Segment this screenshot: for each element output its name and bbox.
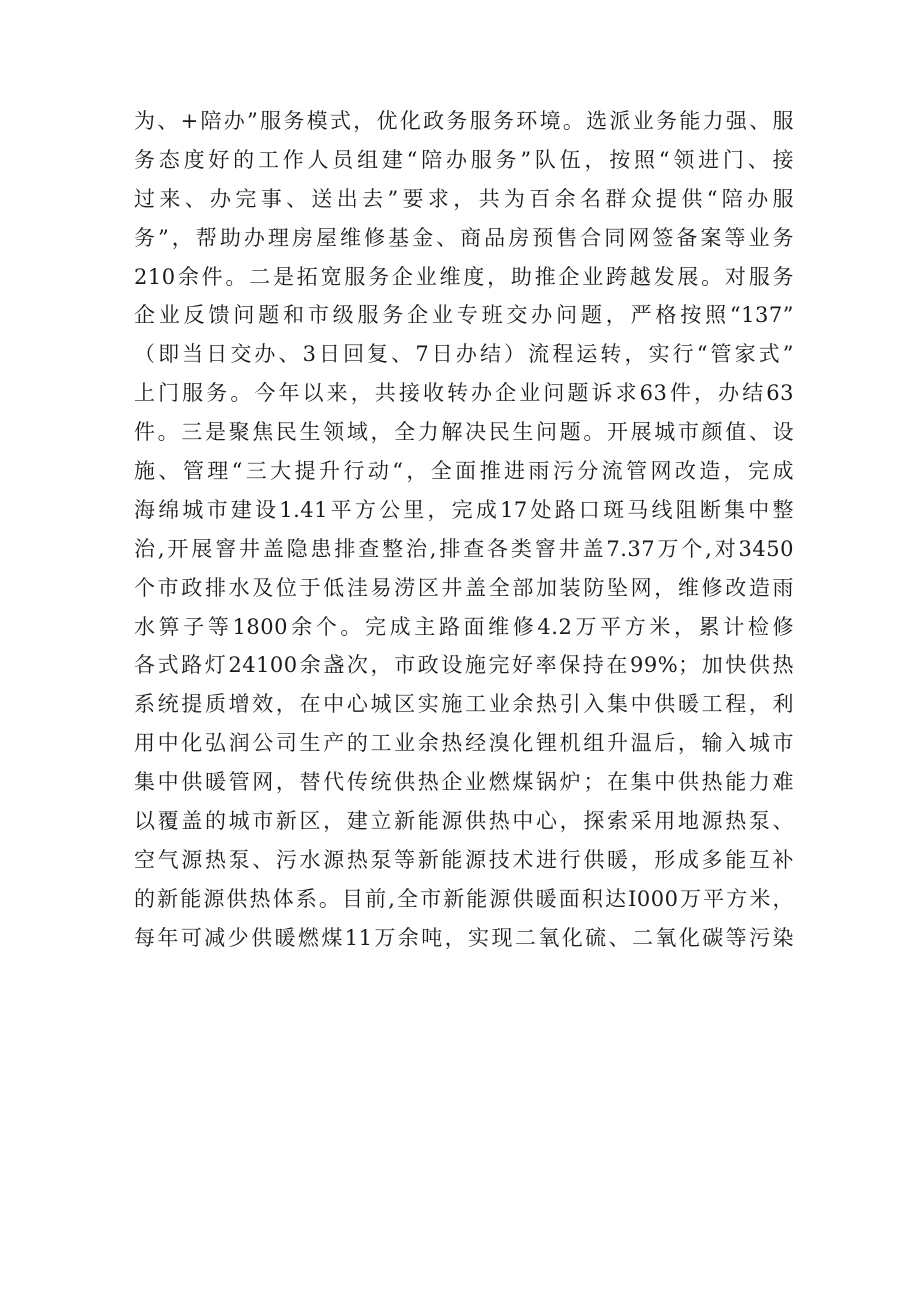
text-line: 上门服务。今年以来，共接收转办企业问题诉求63件，办结63 [134, 381, 794, 406]
text-line: 务”，帮助办理房屋维修基金、商品房预售合同网签备案等业务 [134, 225, 794, 250]
text-line: 用中化弘润公司生产的工业余热经溴化锂机组升温后，输入城市 [134, 731, 794, 756]
text-line: 的新能源供热体系。目前,全市新能源供暖面积达I000万平方米， [134, 886, 794, 911]
text-line: 务态度好的工作人员组建“陪办服务”队伍，按照“领进门、接 [134, 147, 794, 172]
text-line: （即当日交办、3日回复、7日办结）流程运转，实行“管家式” [134, 342, 794, 367]
text-line: 治,开展窨井盖隐患排查整治,排查各类窨井盖7.37万个,对3450 [134, 536, 794, 561]
text-line: 企业反馈问题和市级服务企业专班交办问题，严格按照“137” [134, 303, 794, 328]
text-line: 个市政排水及位于低洼易涝区井盖全部加装防坠网，维修改造雨 [134, 575, 794, 600]
text-line: 施、管理“三大提升行动“，全面推进雨污分流管网改造，完成 [134, 459, 794, 484]
text-line: 各式路灯24100余盏次，市政设施完好率保持在99%；加快供热 [134, 653, 794, 678]
body-paragraph [134, 102, 794, 958]
text-line: 以覆盖的城市新区，建立新能源供热中心，探索采用地源热泵、 [134, 809, 794, 834]
text-line: 海绵城市建设1.41平方公里，完成17处路口斑马线阻断集中整 [134, 497, 794, 522]
text-line: 水箅子等1800余个。完成主路面维修4.2万平方米，累计检修 [134, 614, 794, 639]
text-line: 空气源热泵、污水源热泵等新能源技术进行供暖，形成多能互补 [134, 847, 794, 872]
text-line: 集中供暖管网，替代传统供热企业燃煤锅炉；在集中供热能力难 [134, 770, 794, 795]
text-line: 每年可减少供暖燃煤11万余吨，实现二氧化硫、二氧化碳等污染 [134, 925, 794, 950]
text-line: 系统提质增效，在中心城区实施工业余热引入集中供暖工程，利 [134, 692, 794, 717]
text-line: 件。三是聚焦民生领域，全力解决民生问题。开展城市颜值、设 [134, 420, 794, 445]
text-line: 过来、办完事、送出去”要求，共为百余名群众提供“陪办服 [134, 186, 794, 211]
text-line: 为、+陪办”服务模式，优化政务服务环境。选派业务能力强、服 [134, 109, 794, 133]
text-line: 210余件。二是拓宽服务企业维度，助推企业跨越发展。对服务 [134, 264, 794, 289]
